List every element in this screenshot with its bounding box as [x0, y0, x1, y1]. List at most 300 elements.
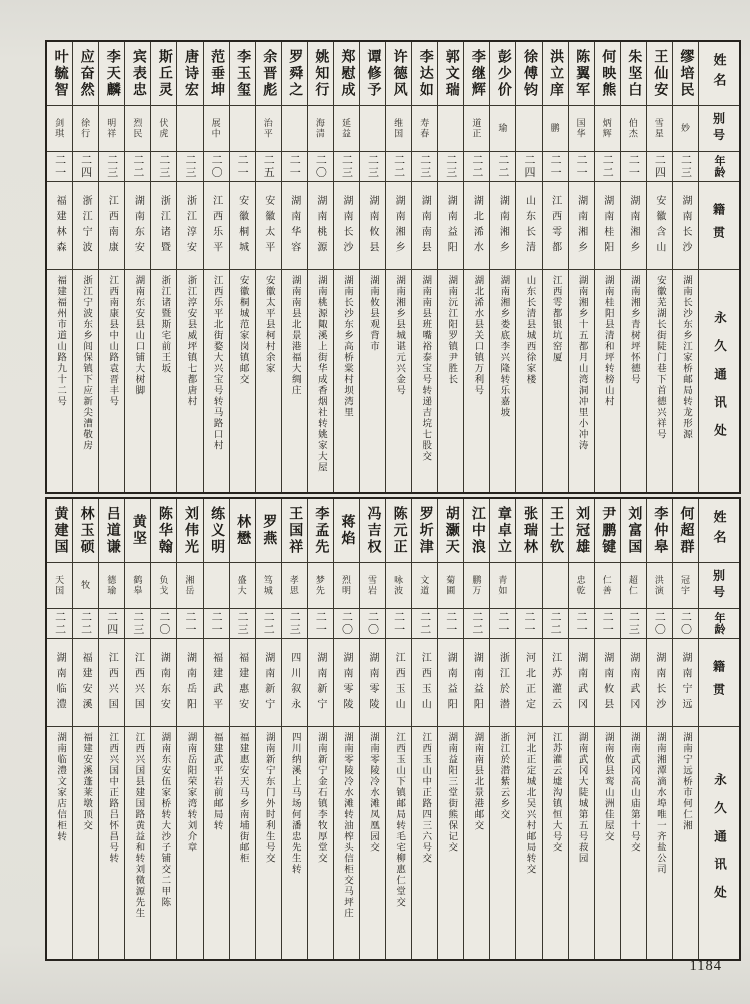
- name-cell: 叶毓智: [47, 42, 72, 106]
- address-cell: 安徽太平县柯村余家: [263, 275, 274, 375]
- name-cell: 何超群: [673, 499, 698, 563]
- entry-column: [281, 499, 307, 959]
- age-cell: 二一: [308, 609, 333, 639]
- alias-cell: [282, 106, 307, 152]
- native-cell: 江西兴国: [99, 639, 124, 727]
- address-cell: 湖南湘乡十五都月山湾洞冲里小冲涛: [576, 275, 587, 452]
- age-cell: 二一: [569, 152, 594, 182]
- name-cell: 唐诗宏: [177, 42, 202, 106]
- name-cell: 罗燕: [256, 499, 281, 563]
- page-number: 1184: [689, 958, 722, 974]
- age-cell: 二三: [621, 609, 646, 639]
- age-cell: 二五: [256, 152, 281, 182]
- age-cell: 二〇: [673, 609, 698, 639]
- age-cell: 二三: [177, 152, 202, 182]
- native-cell: 江西南康: [99, 182, 124, 270]
- address-cell: 湖南益阳三堂街熊保记交: [446, 732, 457, 854]
- age-cell: 二一: [282, 152, 307, 182]
- native-cell: 湖南长沙: [673, 182, 698, 270]
- name-cell: 练义明: [204, 499, 229, 563]
- age-cell: 二〇: [334, 609, 359, 639]
- age-cell: 二二: [412, 609, 437, 639]
- entry-column: [672, 42, 698, 492]
- entry-column: [333, 499, 359, 959]
- entry-column: [203, 499, 229, 959]
- entry-column: [411, 42, 437, 492]
- name-cell: 何映熊: [595, 42, 620, 106]
- age-cell: 二三: [125, 609, 150, 639]
- entry-column: [594, 499, 620, 959]
- address-cell: 浙江宁波东乡闾保镇下应新尖漕敬房: [81, 275, 92, 452]
- age-cell: 二三: [412, 152, 437, 182]
- age-cell: 二二: [464, 152, 489, 182]
- name-cell: 洪立庠: [543, 42, 568, 106]
- age-cell: 二二: [73, 609, 98, 639]
- entry-column: [437, 499, 463, 959]
- native-cell: 湖南湘乡: [490, 182, 515, 270]
- address-cell: 湖南桂阳县清和坪转榜山村: [602, 275, 613, 408]
- entry-column: [333, 42, 359, 492]
- age-cell: 二三: [99, 152, 124, 182]
- age-cell: 二一: [47, 152, 72, 182]
- name-cell: 李继辉: [464, 42, 489, 106]
- native-cell: 湖南攸县: [360, 182, 385, 270]
- native-cell: 湖南湘乡: [569, 182, 594, 270]
- address-cell: 江西玉山下镇邮局转毛宅柳惠仁堂交: [394, 732, 405, 909]
- age-cell: 二二: [47, 609, 72, 639]
- address-cell: 福建惠安天马乡南埔街邮柜: [237, 732, 248, 865]
- address-cell: 浙江诸暨斯宅前王坂: [159, 275, 170, 375]
- age-cell: 二三: [438, 152, 463, 182]
- entry-column: [176, 42, 202, 492]
- entry-column: [281, 42, 307, 492]
- native-cell: 湖南攸县: [595, 639, 620, 727]
- address-cell: 湖南岳阳荣家湾转刘介章: [185, 732, 196, 854]
- native-cell: 江西雩都: [543, 182, 568, 270]
- native-cell: 湖南桂阳: [595, 182, 620, 270]
- entry-column: [124, 42, 150, 492]
- native-cell: 江苏灌云: [543, 639, 568, 727]
- column-header-name: 姓名: [699, 42, 739, 106]
- alias-cell: 雪星: [647, 106, 672, 152]
- name-cell: 彭少价: [490, 42, 515, 106]
- entry-column: [203, 42, 229, 492]
- address-cell: 湖南武冈大陡城第五号菽园: [576, 732, 587, 865]
- entry-column: [594, 42, 620, 492]
- age-cell: 二一: [438, 609, 463, 639]
- address-cell: 湖南桃源陬溪上街华成香烟社转姚家大屋: [315, 275, 326, 474]
- name-cell: 冯吉权: [360, 499, 385, 563]
- alias-cell: 剑琪: [47, 106, 72, 152]
- alias-cell: 徐行: [73, 106, 98, 152]
- address-cell: 江西乐平北街婺大兴宝号转马路口村: [211, 275, 222, 452]
- native-cell: 湖南新宁: [256, 639, 281, 727]
- native-cell: 江西玉山: [386, 639, 411, 727]
- alias-cell: 伏虎: [151, 106, 176, 152]
- age-cell: 二一: [516, 609, 541, 639]
- name-cell: 姚知行: [308, 42, 333, 106]
- alias-cell: 烈民: [125, 106, 150, 152]
- address-cell: 湖南零陵冷水滩转油榨头信柜交马坪庄: [341, 732, 352, 920]
- name-cell: 刘富国: [621, 499, 646, 563]
- native-cell: 湖南华容: [282, 182, 307, 270]
- native-cell: 湖南湘乡: [621, 182, 646, 270]
- native-cell: 湖南南县: [412, 182, 437, 270]
- age-cell: 二三: [673, 152, 698, 182]
- age-cell: 二〇: [204, 152, 229, 182]
- name-cell: 王士钦: [543, 499, 568, 563]
- native-cell: 河北正定: [516, 639, 541, 727]
- alias-cell: [177, 106, 202, 152]
- entry-column: [515, 42, 541, 492]
- native-cell: 湖南桃源: [308, 182, 333, 270]
- age-cell: 二二: [490, 152, 515, 182]
- entry-column: [568, 499, 594, 959]
- alias-cell: 德瑜: [99, 563, 124, 609]
- name-cell: 范垂坤: [204, 42, 229, 106]
- native-cell: 湖南零陵: [360, 639, 385, 727]
- alias-cell: 烈明: [334, 563, 359, 609]
- name-cell: 郭文瑞: [438, 42, 463, 106]
- native-cell: 浙江诸暨: [151, 182, 176, 270]
- native-cell: 江西玉山: [412, 639, 437, 727]
- entry-column: [150, 499, 176, 959]
- native-cell: 福建安溪: [73, 639, 98, 727]
- name-cell: 吕道谦: [99, 499, 124, 563]
- native-cell: 湖北浠水: [464, 182, 489, 270]
- address-cell: 湖南湘乡县城谌元兴金号: [394, 275, 405, 397]
- alias-cell: 咏波: [386, 563, 411, 609]
- name-cell: 章卓立: [490, 499, 515, 563]
- entry-column: [385, 42, 411, 492]
- alias-cell: 展中: [204, 106, 229, 152]
- alias-cell: 国华: [569, 106, 594, 152]
- alias-cell: 雪岩: [360, 563, 385, 609]
- entry-column: [672, 499, 698, 959]
- header-column: [698, 499, 739, 959]
- age-cell: 二二: [386, 152, 411, 182]
- native-cell: 山东长清: [516, 182, 541, 270]
- entry-column: [98, 42, 124, 492]
- alias-cell: 海清: [308, 106, 333, 152]
- address-cell: 浙江淳安县威坪镇七都唐村: [185, 275, 196, 408]
- address-cell: 安徽芜湖长街陡门巷下首德兴祥号: [654, 275, 665, 441]
- name-cell: 斯丘灵: [151, 42, 176, 106]
- name-cell: 余晋彪: [256, 42, 281, 106]
- age-cell: 二一: [490, 609, 515, 639]
- address-cell: 湖北浠水县关口镇万利号: [472, 275, 483, 397]
- name-cell: 蒋焰: [334, 499, 359, 563]
- alias-cell: 治平: [256, 106, 281, 152]
- address-cell: 湖南攸县观背市: [368, 275, 379, 353]
- name-cell: 胡灏天: [438, 499, 463, 563]
- address-cell: 浙江於潜紫云乡交: [498, 732, 509, 821]
- alias-cell: 盛大: [230, 563, 255, 609]
- alias-cell: 仁善: [595, 563, 620, 609]
- native-cell: 湖南岳阳: [177, 639, 202, 727]
- age-cell: 二一: [177, 609, 202, 639]
- entry-column: [307, 42, 333, 492]
- age-cell: 二三: [151, 152, 176, 182]
- alias-cell: 负戈: [151, 563, 176, 609]
- address-cell: 山东长清县城西徐家楼: [524, 275, 535, 386]
- alias-cell: [360, 106, 385, 152]
- tables-area: [45, 40, 739, 961]
- address-cell: 福建福州市道山路九十二号: [55, 275, 66, 408]
- entry-column: [437, 42, 463, 492]
- name-cell: 李仲皋: [647, 499, 672, 563]
- native-cell: 湖南临澧: [47, 639, 72, 727]
- name-cell: 黄坚: [125, 499, 150, 563]
- native-cell: 浙江宁波: [73, 182, 98, 270]
- age-cell: 二三: [230, 609, 255, 639]
- native-cell: 湖南东安: [125, 182, 150, 270]
- entry-column: [542, 42, 568, 492]
- age-cell: 二〇: [308, 152, 333, 182]
- name-cell: 刘冠雄: [569, 499, 594, 563]
- native-cell: 江西乐平: [204, 182, 229, 270]
- name-cell: 尹鹏键: [595, 499, 620, 563]
- alias-cell: [438, 106, 463, 152]
- age-cell: 二一: [386, 609, 411, 639]
- native-cell: 湖南武冈: [621, 639, 646, 727]
- entry-column: [229, 42, 255, 492]
- address-cell: 河北正定城北吴兴村邮局转交: [524, 732, 535, 876]
- alias-cell: 鹏万: [464, 563, 489, 609]
- age-cell: 二四: [99, 609, 124, 639]
- alias-cell: 伯杰: [621, 106, 646, 152]
- native-cell: 湖南益阳: [438, 639, 463, 727]
- native-cell: 湖南新宁: [308, 639, 333, 727]
- native-cell: 浙江於潜: [490, 639, 515, 727]
- name-cell: 林玉硕: [73, 499, 98, 563]
- age-cell: 二〇: [647, 609, 672, 639]
- entry-column: [307, 499, 333, 959]
- entry-column: [646, 42, 672, 492]
- alias-cell: [204, 563, 229, 609]
- address-cell: 江西兴国中正路吕怀昌号转: [107, 732, 118, 865]
- entry-column: [359, 42, 385, 492]
- name-cell: 陈元正: [386, 499, 411, 563]
- native-cell: 湖南益阳: [438, 182, 463, 270]
- address-cell: 湖南沅江阳罗镇尹胜长: [446, 275, 457, 386]
- alias-cell: 天国: [47, 563, 72, 609]
- entry-column: [98, 499, 124, 959]
- alias-cell: 湘岳: [177, 563, 202, 609]
- alias-cell: 炳辉: [595, 106, 620, 152]
- entry-column: [47, 42, 72, 492]
- age-cell: 二一: [621, 152, 646, 182]
- name-cell: 郑慰成: [334, 42, 359, 106]
- entry-column: [385, 499, 411, 959]
- entry-column: [359, 499, 385, 959]
- name-cell: 许德风: [386, 42, 411, 106]
- entry-column: [620, 499, 646, 959]
- name-cell: 刘伟光: [177, 499, 202, 563]
- age-cell: 二四: [73, 152, 98, 182]
- age-cell: 二一: [204, 609, 229, 639]
- native-cell: 安徽桐城: [230, 182, 255, 270]
- age-cell: 二二: [464, 609, 489, 639]
- alias-cell: 冠宇: [673, 563, 698, 609]
- age-cell: 二三: [282, 609, 307, 639]
- alias-cell: 菊圃: [438, 563, 463, 609]
- address-cell: 江西南康县中山路袁晋丰号: [107, 275, 118, 408]
- address-cell: 湖南新宁东门外时利生号交: [263, 732, 274, 865]
- name-cell: 罗舜之: [282, 42, 307, 106]
- address-cell: 湖南东安县山口铺大树脚: [133, 275, 144, 397]
- alias-cell: 忠乾: [569, 563, 594, 609]
- entry-column: [411, 499, 437, 959]
- entry-column: [489, 499, 515, 959]
- address-cell: 湖南湘乡青树坪怀德号: [628, 275, 639, 386]
- address-cell: 湖南武冈高山庙第十号交: [628, 732, 639, 854]
- alias-cell: 维国: [386, 106, 411, 152]
- entry-column: [463, 42, 489, 492]
- address-cell: 福建武平岩前邮局转: [211, 732, 222, 832]
- alias-cell: 牧: [73, 563, 98, 609]
- column-header-age: 年龄: [699, 609, 739, 639]
- name-cell: 应奋然: [73, 42, 98, 106]
- address-cell: 湖南攸县鸾山洲佳屋交: [602, 732, 613, 843]
- native-cell: 湖南湘乡: [386, 182, 411, 270]
- entry-column: [150, 42, 176, 492]
- name-cell: 张瑞林: [516, 499, 541, 563]
- entry-column: [515, 499, 541, 959]
- entry-column: [72, 499, 98, 959]
- native-cell: 湖南长沙: [647, 639, 672, 727]
- native-cell: 湖南零陵: [334, 639, 359, 727]
- alias-cell: 青如: [490, 563, 515, 609]
- age-cell: 二一: [230, 152, 255, 182]
- alias-cell: 文道: [412, 563, 437, 609]
- name-cell: 朱坚白: [621, 42, 646, 106]
- entry-column: [47, 499, 72, 959]
- column-header-address: 永久通讯处: [712, 772, 727, 914]
- address-cell: 湖南湘潭滴水埠唯一齐盐公司: [654, 732, 665, 876]
- entry-column: [255, 499, 281, 959]
- native-cell: 福建林森: [47, 182, 72, 270]
- age-cell: 二一: [595, 609, 620, 639]
- age-cell: 二三: [360, 152, 385, 182]
- roster-table-top: [45, 40, 741, 494]
- name-cell: 陈华翰: [151, 499, 176, 563]
- age-cell: 二四: [516, 152, 541, 182]
- age-cell: 二二: [595, 152, 620, 182]
- alias-cell: 鹤皋: [125, 563, 150, 609]
- alias-cell: [516, 106, 541, 152]
- entry-column: [568, 42, 594, 492]
- alias-cell: [543, 563, 568, 609]
- name-cell: 李孟先: [308, 499, 333, 563]
- name-cell: 宾表忠: [125, 42, 150, 106]
- native-cell: 湖南东安: [151, 639, 176, 727]
- name-cell: 李达如: [412, 42, 437, 106]
- column-header-native: 籍贯: [699, 182, 739, 270]
- native-cell: 福建惠安: [230, 639, 255, 727]
- entry-column: [542, 499, 568, 959]
- name-cell: 陈翼军: [569, 42, 594, 106]
- address-cell: 湖南南县班嘴裕泰宝号转递吉垸七股交: [420, 275, 431, 463]
- name-cell: 李玉玺: [230, 42, 255, 106]
- age-cell: 二一: [543, 152, 568, 182]
- address-cell: 江西玉山中正路四三六号交: [420, 732, 431, 865]
- age-cell: 二四: [647, 152, 672, 182]
- address-cell: 湖南湘乡娄底李兴隆转乐嘉坡: [498, 275, 509, 419]
- entry-column: [489, 42, 515, 492]
- native-cell: 江西兴国: [125, 639, 150, 727]
- alias-cell: [230, 106, 255, 152]
- entry-column: [176, 499, 202, 959]
- entry-column: [646, 499, 672, 959]
- column-header-native: 籍贯: [699, 639, 739, 727]
- age-cell: 二〇: [151, 609, 176, 639]
- name-cell: 江中浪: [464, 499, 489, 563]
- name-cell: 黄建国: [47, 499, 72, 563]
- address-cell: 湖南长沙东乡江家桥邮局转龙形源: [680, 275, 691, 441]
- column-header-name: 姓名: [699, 499, 739, 563]
- name-cell: 李天麟: [99, 42, 124, 106]
- alias-cell: [516, 563, 541, 609]
- address-cell: 四川纳溪上马场何潘忠先生转: [289, 732, 300, 876]
- alias-cell: 妙: [673, 106, 698, 152]
- address-cell: 江西雩都银坑窑厦: [550, 275, 561, 364]
- alias-cell: 明祥: [99, 106, 124, 152]
- entry-column: [229, 499, 255, 959]
- column-header-address: 永久通讯处: [712, 310, 727, 452]
- entry-column: [255, 42, 281, 492]
- native-cell: 湖南长沙: [334, 182, 359, 270]
- age-cell: 二一: [569, 609, 594, 639]
- alias-cell: 洪演: [647, 563, 672, 609]
- address-cell: 湖南南县北景港福大绸庄: [289, 275, 300, 397]
- age-cell: 二三: [334, 152, 359, 182]
- address-cell: 湖南宁远桥市何仁湘: [680, 732, 691, 832]
- age-cell: 二二: [543, 609, 568, 639]
- alias-cell: 瑜: [490, 106, 515, 152]
- address-cell: 安徽桐城范家岗镇邮交: [237, 275, 248, 386]
- address-cell: 湖南零陵冷水滩凤凰园交: [368, 732, 379, 854]
- alias-cell: 笃城: [256, 563, 281, 609]
- roster-table-bottom: [45, 497, 741, 961]
- native-cell: 浙江淳安: [177, 182, 202, 270]
- age-cell: 二二: [125, 152, 150, 182]
- address-cell: 湖南长沙东乡高桥棠村坝湾里: [341, 275, 352, 419]
- native-cell: 湖南武冈: [569, 639, 594, 727]
- name-cell: 徐傅钧: [516, 42, 541, 106]
- column-header-alias: 别号: [699, 563, 739, 609]
- address-cell: 江苏灌云墟沟镇恒大号交: [550, 732, 561, 854]
- name-cell: 王仙安: [647, 42, 672, 106]
- native-cell: 福建武平: [204, 639, 229, 727]
- native-cell: 四川叙永: [282, 639, 307, 727]
- address-cell: 湖南新宁金石镇李牧厚堂交: [315, 732, 326, 865]
- alias-cell: 超仁: [621, 563, 646, 609]
- name-cell: 罗圻津: [412, 499, 437, 563]
- entry-column: [72, 42, 98, 492]
- header-column: [698, 42, 739, 492]
- column-header-age: 年龄: [699, 152, 739, 182]
- age-cell: 二二: [256, 609, 281, 639]
- entry-column: [620, 42, 646, 492]
- name-cell: 王国祥: [282, 499, 307, 563]
- entry-column: [463, 499, 489, 959]
- native-cell: 湖南益阳: [464, 639, 489, 727]
- alias-cell: 道正: [464, 106, 489, 152]
- native-cell: 安徽太平: [256, 182, 281, 270]
- alias-cell: 梦先: [308, 563, 333, 609]
- alias-cell: 寿春: [412, 106, 437, 152]
